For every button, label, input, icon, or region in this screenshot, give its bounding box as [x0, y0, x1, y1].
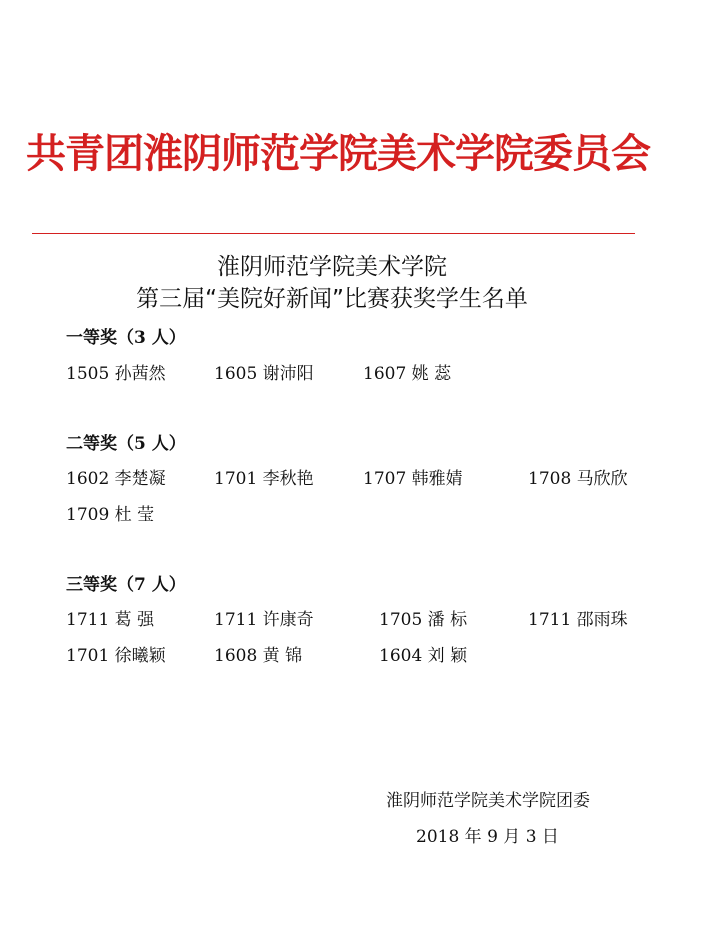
winner-entry: 1602 李楚凝	[66, 469, 166, 489]
winner-entry: 1505 孙茜然	[66, 364, 166, 384]
second-prize-heading: 二等奖（5 人）	[66, 434, 186, 454]
winner-entry: 1711 葛 强	[66, 610, 155, 630]
winner-entry: 1707 韩雅婧	[363, 469, 463, 489]
winner-entry: 1705 潘 标	[379, 610, 468, 630]
signature-organization: 淮阴师范学院美术学院团委	[386, 791, 590, 811]
third-prize-heading: 三等奖（7 人）	[66, 575, 186, 595]
document-title-line1: 淮阴师范学院美术学院	[217, 254, 447, 280]
winner-entry: 1607 姚 蕊	[363, 364, 452, 384]
header-title: 共青团淮阴师范学院美术学院委员会	[26, 130, 650, 177]
winner-entry: 1605 谢沛阳	[214, 364, 314, 384]
first-prize-heading: 一等奖（3 人）	[66, 328, 186, 348]
winner-entry: 1608 黄 锦	[214, 646, 303, 666]
header-divider	[32, 233, 635, 234]
winner-entry: 1709 杜 莹	[66, 505, 155, 525]
winner-entry: 1708 马欣欣	[528, 469, 628, 489]
signature-date: 2018 年 9 月 3 日	[416, 827, 559, 847]
winner-entry: 1711 许康奇	[214, 610, 314, 630]
winner-entry: 1711 邵雨珠	[528, 610, 628, 630]
winner-entry: 1701 徐曦颖	[66, 646, 166, 666]
winner-entry: 1604 刘 颖	[379, 646, 468, 666]
winner-entry: 1701 李秋艳	[214, 469, 314, 489]
document-title-line2: 第三届“美院好新闻”比赛获奖学生名单	[136, 286, 528, 312]
